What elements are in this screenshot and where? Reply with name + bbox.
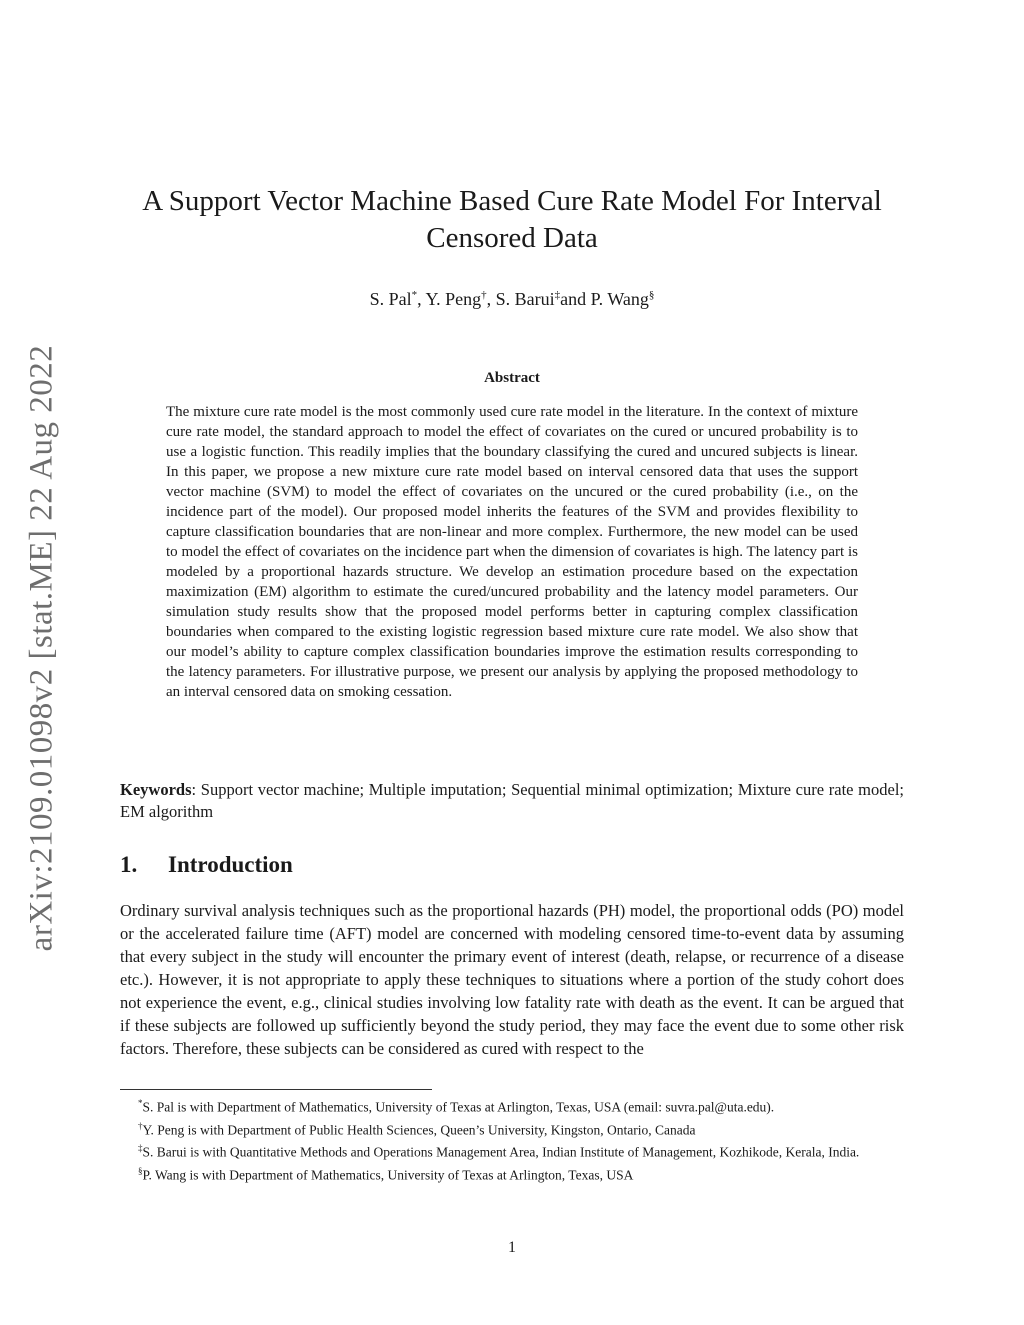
abstract-heading: Abstract — [484, 370, 540, 386]
footnote — [120, 1139, 904, 1162]
section-title: Introduction — [168, 852, 293, 877]
keywords-label: Keywords — [120, 780, 192, 799]
footnote-divider — [120, 1089, 432, 1090]
author-name: P. Wang — [590, 289, 649, 309]
keywords-paragraph — [120, 779, 904, 823]
paper-title-line-1: A Support Vector Machine Based Cure Rate Model For Interval — [142, 185, 882, 217]
keywords-text: : Support vector machine; Multiple imputation; Sequential minimal optimization; Mixture cure rate model; EM algorithm — [120, 780, 904, 821]
author-name: S. Pal — [369, 289, 412, 309]
author-footnote-mark: * — [411, 289, 418, 301]
author-name: Y. Peng — [425, 289, 482, 309]
footnotes — [120, 1094, 904, 1184]
section-number: 1. — [120, 852, 138, 877]
paper-title — [120, 183, 904, 257]
footnote — [120, 1094, 904, 1117]
footnote-text: Y. Peng is with Department of Public Health Sciences, Queen’s University, Kingston, Ontario, Canada — [142, 1122, 696, 1137]
section-heading-introduction — [120, 852, 293, 878]
footnote-text: S. Barui is with Quantitative Methods and Operations Management Area, Indian Institute of Management, Kozhikode, Kerala, India. — [142, 1144, 860, 1160]
footnote-mark: † — [138, 1120, 143, 1131]
author-footnote-mark: ‡ — [554, 289, 561, 301]
arxiv-identifier-stamp: arXiv:2109.01098v2 [stat.ME] 22 Aug 2022 — [23, 344, 60, 952]
author-separator: , — [417, 289, 426, 309]
author-separator: , — [486, 289, 496, 309]
footnote-text: S. Pal is with Department of Mathematics, University of Texas at Arlington, Texas, USA (email: suvra.pal@uta.edu). — [142, 1099, 775, 1115]
author-footnote-mark: § — [648, 289, 655, 301]
footnote-mark: * — [138, 1098, 143, 1108]
paper-title-line-2: Censored Data — [426, 222, 598, 254]
author-footnote-mark: † — [481, 289, 487, 301]
footnote — [120, 1117, 904, 1140]
author-name: S. Barui — [495, 289, 555, 309]
footnote-mark: ‡ — [138, 1143, 143, 1153]
footnote-mark: § — [138, 1165, 143, 1176]
footnote — [120, 1162, 904, 1185]
introduction-paragraph: Ordinary survival analysis techniques such as the proportional hazards (PH) model, the proportional odds (PO) model or the accelerated failure time (AFT) model are concerned with modeling censored time-to-event data by assuming that every subject in the study will encounter the primary event of interest (death, relapse, or recurrence of a disease etc.). However, it is not appropriate to apply these techniques to situations where a portion of the study cohort does not experience the event, e.g., clinical studies involving low fatality rate with death as the event. It can be argued that if these subjects are followed up sufficiently beyond the study period, they may face the event due to some other risk factors. Therefore, these subjects can be considered as cured with respect to the — [120, 901, 904, 1058]
author-separator: and — [560, 289, 591, 309]
author-list — [120, 283, 904, 311]
footnote-text: P. Wang is with Department of Mathematics, University of Texas at Arlington, Texas, USA — [142, 1167, 634, 1182]
abstract-text: The mixture cure rate model is the most commonly used cure rate model in the literature. In the context of mixture cure rate model, the standard approach to model the effect of covariates on the cured or uncured probability is to use a logistic function. This readily implies that the boundary classifying the cured and uncured subjects is linear. In this paper, we propose a new mixture cure rate model based on interval censored data that uses the support vector machine (SVM) to model the effect of covariates on the uncured or the cured probability (i.e., on the incidence part of the model). Our proposed model inherits the features of the SVM and provides flexibility to capture classification boundaries that are non-linear and more complex. Furthermore, the new model can be used to model the effect of covariates on the incidence part when the dimension of covariates is high. The latency part is modeled by a proportional hazards structure. We develop an estimation procedure based on the expectation maximization (EM) algorithm to estimate the cured/uncured probability and the latency model parameters. Our simulation study results show that the proposed model performs better in capturing complex classification boundaries when compared to the existing logistic regression based mixture cure rate model. We also show that our model’s ability to capture complex classification boundaries improve the estimation results corresponding to the latency parameters. For illustrative purpose, we present our analysis by applying the proposed methodology to an interval censored data on smoking cessation. — [166, 404, 858, 700]
page-number: 1 — [508, 1239, 516, 1256]
